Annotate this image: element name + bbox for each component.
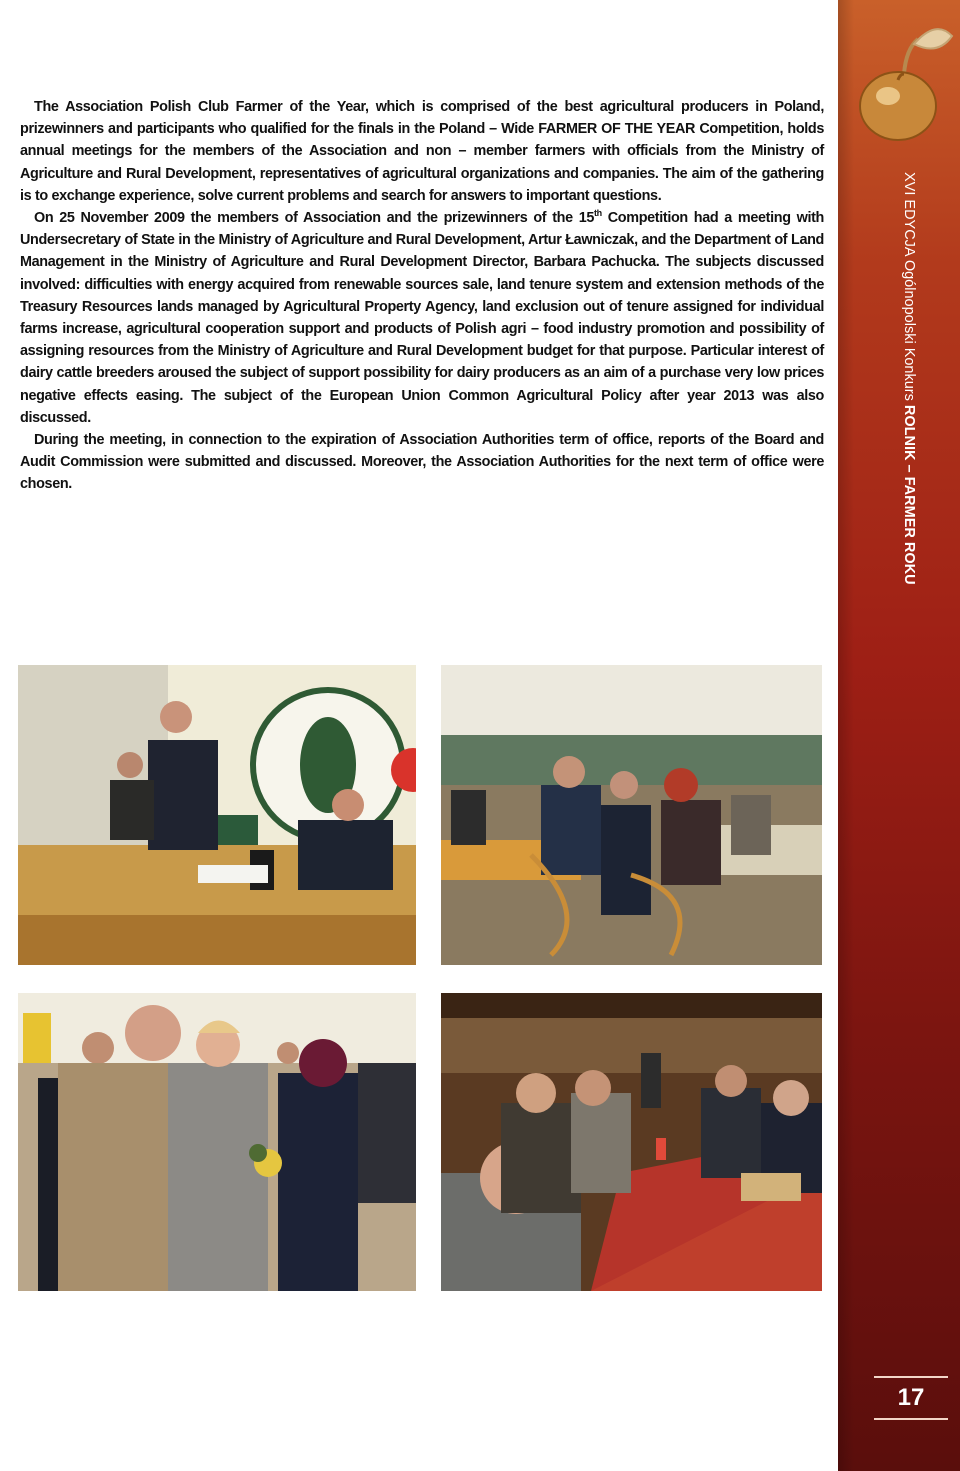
photo-icon: [18, 665, 416, 965]
title-bold: ROLNIK – FARMER ROKU: [901, 404, 917, 585]
photo-meeting-speaker: [18, 665, 416, 965]
competition-vertical-title: [898, 172, 920, 642]
article-text: [20, 96, 824, 496]
sidebar-band: [838, 0, 960, 1471]
vertical-title-text: [898, 172, 920, 585]
page-number-box: [874, 1376, 948, 1420]
article-paragraph-2: [20, 207, 824, 429]
paragraph-2-rest: Competition had a meeting with Undersecretary of State in the Ministry of Agriculture and Rural Development, Artur Ławniczak, and the Department of Land Management in the Ministry of Agriculture and Rural Development Director, Barbara Pachucka. The subjects discussed involved: difficulties with energy acquired from renewable sources sale, land tenure system and extension methods of the Treasury Resources lands managed by Agricultural Property Agency, land exclusion out of tenure assigned for individual farms increase, agricultural cooperation support and products of Polish agri – food industry promotion and possibility of assigning resources from the Ministry of Agriculture and Rural Development budget for that purpose. Particular interest of dairy cattle breeders aroused the subject of support possibility for dairy producers as an aim of a purchase very low prices negative effects easing. The subject of the European Union Common Agricultural Policy after year 2013 was also discussed.: [20, 210, 824, 426]
photo-award-flowers: [18, 993, 416, 1291]
photo-icon: [441, 993, 822, 1291]
photo-restaurant-dinner: [441, 993, 822, 1291]
title-prefix: XVI EDYCJA Ogólnopolski Konkurs: [901, 172, 917, 405]
paragraph-2-start: On 25 November 2009 the members of Association and the prizewinners of the 15: [34, 210, 594, 227]
ordinal-suffix: th: [594, 208, 602, 219]
article-paragraph-1: The Association Polish Club Farmer of the Year, which is comprised of the best agricultural producers in Poland, prizewinners and participants who qualified for the finals in the Poland – Wide FARMER OF THE YEAR Competition, holds annual meetings for the members of the Association and non – member farmers with officials from the Ministry of Agriculture and Rural Development, representatives of agricultural organizations and companies. The aim of the gathering is to exchange experience, solve current problems and search for answers to important questions.: [20, 99, 824, 204]
apple-logo-icon: [856, 14, 956, 164]
photo-icon: [441, 665, 822, 965]
article-paragraph-3: During the meeting, in connection to the expiration of Association Authorities term of office, reports of the Board and Audit Commission were submitted and discussed. Moreover, the Association Authorities for the next term of office were chosen.: [20, 432, 824, 493]
photo-audience-seated: [441, 665, 822, 965]
photo-icon: [18, 993, 416, 1291]
page-number: 17: [897, 1384, 925, 1411]
